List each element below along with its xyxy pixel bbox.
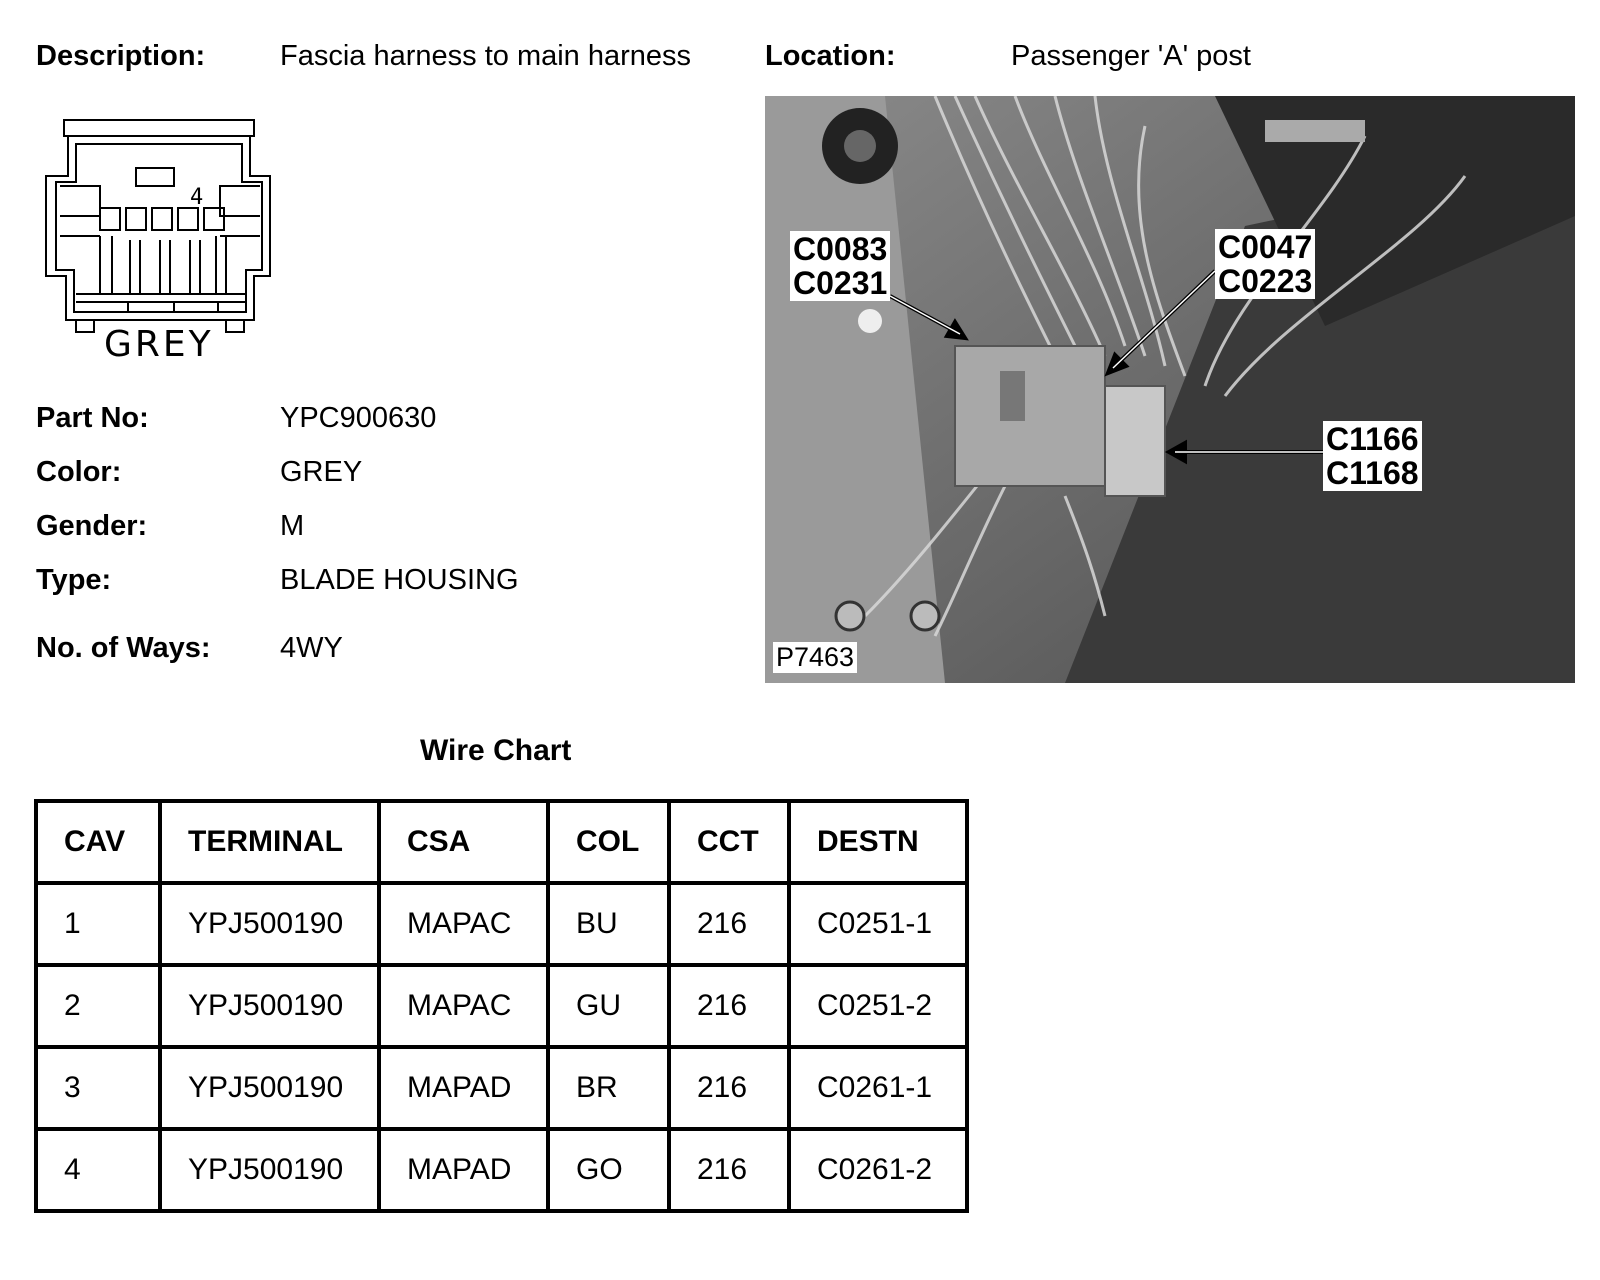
cct-cell: 216: [669, 1129, 789, 1211]
col-cell: BU: [548, 883, 669, 965]
cct-cell: 216: [669, 965, 789, 1047]
connector-color-caption: GREY: [104, 324, 214, 365]
ways-label: No. of Ways:: [36, 632, 211, 664]
photo-id: P7463: [773, 642, 857, 673]
part-no-value: YPC900630: [280, 402, 437, 434]
table-row: [36, 883, 967, 965]
description-value: Fascia harness to main harness: [280, 40, 692, 72]
csa-cell: MAPAD: [379, 1129, 548, 1211]
photo-illustration: [765, 96, 1575, 683]
pin-number-marker: 4: [190, 185, 204, 210]
terminal-cell: YPJ500190: [160, 1129, 379, 1211]
cct-cell: 216: [669, 883, 789, 965]
cav-cell: 3: [36, 1047, 160, 1129]
table-header-row: [36, 801, 967, 883]
col-header-csa: CSA: [379, 801, 548, 883]
callout-top-right: C0047 C0223: [1215, 229, 1315, 299]
gender-value: M: [280, 510, 305, 542]
location-value: Passenger 'A' post: [1011, 40, 1251, 72]
wire-chart-table: [34, 799, 969, 1213]
wire-chart-title: Wire Chart: [420, 734, 572, 767]
connector-face-diagram: [40, 116, 280, 366]
type-value: BLADE HOUSING: [280, 564, 519, 596]
ways-value: 4WY: [280, 632, 343, 664]
cav-cell: 4: [36, 1129, 160, 1211]
gender-label: Gender:: [36, 510, 148, 542]
location-label: Location:: [765, 40, 896, 72]
part-no-label: Part No:: [36, 402, 149, 434]
type-label: Type:: [36, 564, 112, 596]
terminal-cell: YPJ500190: [160, 965, 379, 1047]
col-header-cav: CAV: [36, 801, 160, 883]
col-cell: BR: [548, 1047, 669, 1129]
color-label: Color:: [36, 456, 122, 488]
color-value: GREY: [280, 456, 363, 488]
table-row: [36, 1047, 967, 1129]
description-label: Description:: [36, 40, 206, 72]
col-header-cct: CCT: [669, 801, 789, 883]
cav-cell: 1: [36, 883, 160, 965]
table-row: [36, 965, 967, 1047]
terminal-cell: YPJ500190: [160, 1047, 379, 1129]
col-header-terminal: TERMINAL: [160, 801, 379, 883]
csa-cell: MAPAC: [379, 883, 548, 965]
cav-cell: 2: [36, 965, 160, 1047]
csa-cell: MAPAC: [379, 965, 548, 1047]
destn-cell: C0251-1: [789, 883, 967, 965]
col-cell: GO: [548, 1129, 669, 1211]
destn-cell: C0261-2: [789, 1129, 967, 1211]
terminal-cell: YPJ500190: [160, 883, 379, 965]
destn-cell: C0251-2: [789, 965, 967, 1047]
table-row: [36, 1129, 967, 1211]
col-cell: GU: [548, 965, 669, 1047]
csa-cell: MAPAD: [379, 1047, 548, 1129]
location-photo: [765, 96, 1575, 683]
col-header-destn: DESTN: [789, 801, 967, 883]
cct-cell: 216: [669, 1047, 789, 1129]
callout-left: C0083 C0231: [790, 231, 890, 301]
destn-cell: C0261-1: [789, 1047, 967, 1129]
col-header-col: COL: [548, 801, 669, 883]
callout-right: C1166 C1168: [1323, 421, 1422, 491]
